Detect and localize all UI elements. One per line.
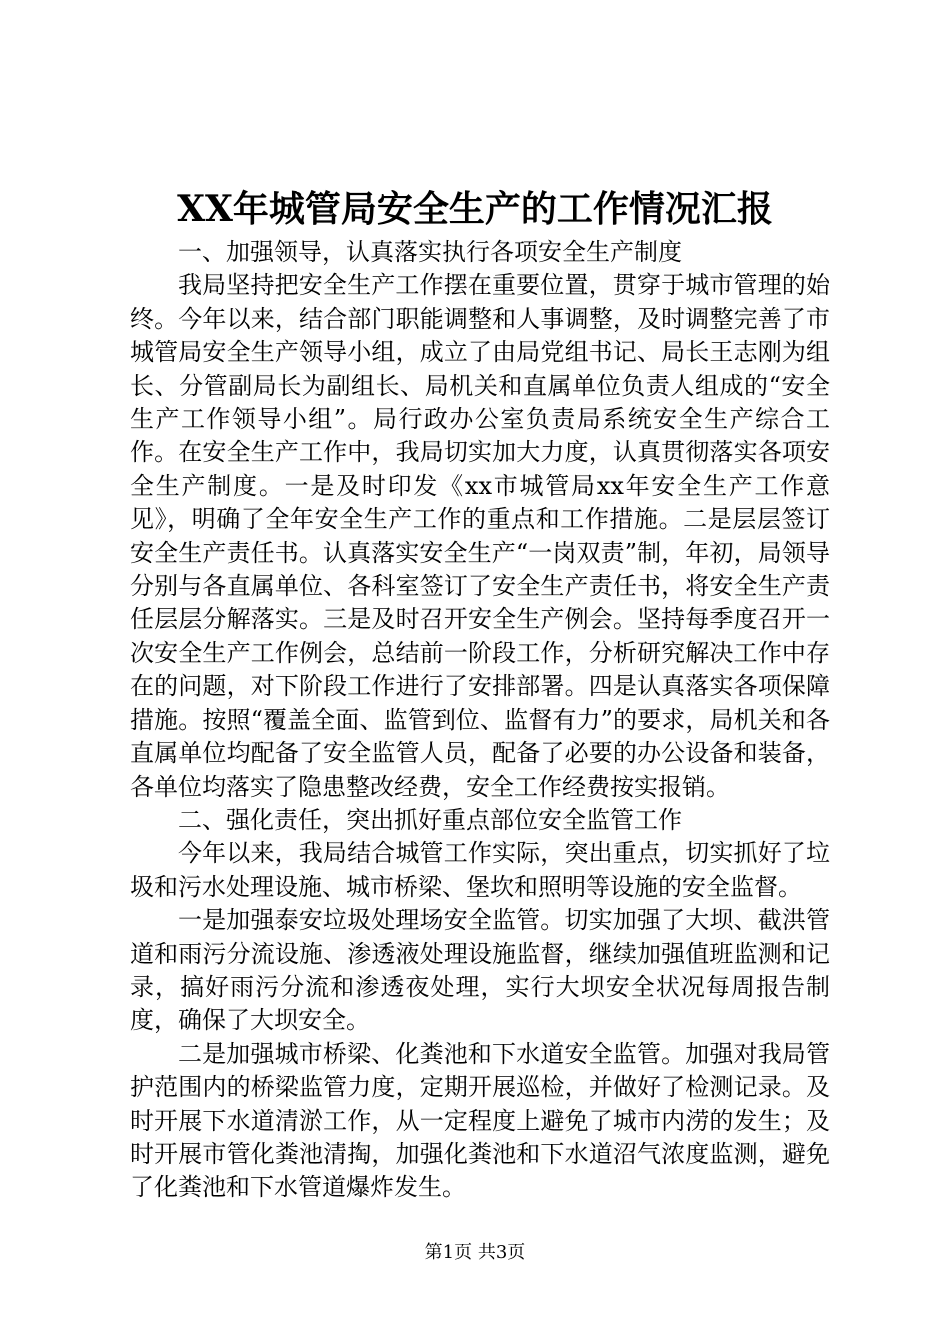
- section-heading-2: 二、强化责任，突出抓好重点部位安全监管工作: [178, 805, 682, 834]
- document-title: XX年城管局安全生产的工作情况汇报: [177, 188, 773, 230]
- paragraph-3: 一是加强泰安垃圾处理场安全监管。切实加强了大坝、截洪管道和雨污分流设施、渗透液处理设施监督，继续加强值班监测和记录，搞好雨污分流和渗透夜处理，实行大坝安全状况每周报告制度，确保了大坝安全。: [130, 906, 830, 1035]
- paragraph-1: 我局坚持把安全生产工作摆在重要位置，贯穿于城市管理的始终。今年以来，结合部门职能调整和人事调整，及时调整完善了市城管局安全生产领导小组，成立了由局党组书记、局长王志刚为组长、分管副局长为副组长、局机关和直属单位负责人组成的“安全生产工作领导小组”。局行政办公室负责局系统安全生产综合工作。在安全生产工作中，我局切实加大力度，认真贯彻落实各项安全生产制度。一是及时印发《xx市城管局xx年安全生产工作意见》，明确了全年安全生产工作的重点和工作措施。二是层层签订安全生产责任书。认真落实安全生产“一岗双责”制，年初，局领导分别与各直属单位、各科室签订了安全生产责任书，将安全生产责任层层分解落实。三是及时召开安全生产例会。坚持每季度召开一次安全生产工作例会，总结前一阶段工作，分析研究解决工作中存在的问题，对下阶段工作进行了安排部署。四是认真落实各项保障措施。按照“覆盖全面、监管到位、监督有力”的要求，局机关和各直属单位均配备了安全监管人员，配备了必要的办公设备和装备，各单位均落实了隐患整改经费，安全工作经费按实报销。: [130, 271, 830, 801]
- page-number-footer: 第1页 共3页: [424, 1242, 526, 1263]
- paragraph-4: 二是加强城市桥梁、化粪池和下水道安全监管。加强对我局管护范围内的桥梁监管力度，定期开展巡检，并做好了检测记录。及时开展下水道清淤工作，从一定程度上避免了城市内涝的发生；及时开展市管化粪池清掏，加强化粪池和下水道沼气浓度监测，避免了化粪池和下水管道爆炸发生。: [130, 1039, 830, 1202]
- paragraph-2: 今年以来，我局结合城管工作实际，突出重点，切实抓好了垃圾和污水处理设施、城市桥梁、堡坎和照明等设施的安全监督。: [130, 839, 830, 901]
- section-heading-1: 一、加强领导，认真落实执行各项安全生产制度: [178, 238, 682, 266]
- document-body: [130, 236, 830, 1205]
